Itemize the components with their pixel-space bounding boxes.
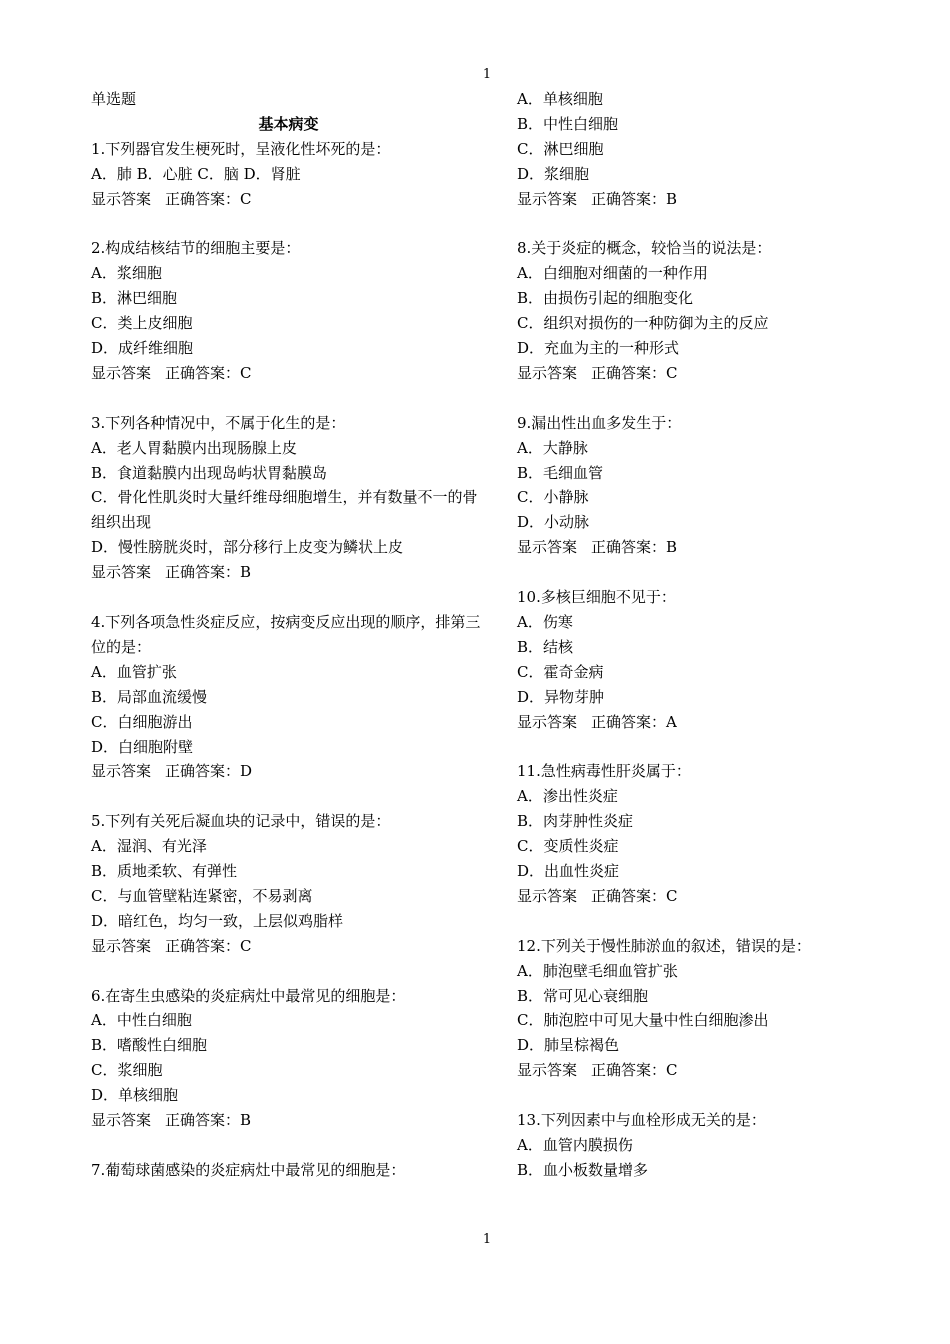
option-a: A．单核细胞 [517,90,603,108]
option-c: C．浆细胞 [91,1061,163,1080]
correct-answer: 正确答案：C [165,936,252,955]
show-answer-link[interactable]: 显示答案 [517,363,578,382]
question-block [517,934,847,1083]
show-answer-link[interactable]: 显示答案 [91,1111,152,1130]
option-c: C．小静脉 [517,488,589,507]
option-b: B．淋巴细胞 [91,289,178,308]
question-block [91,236,486,385]
question-block-continued [517,87,847,212]
question-block [91,411,486,585]
show-answer-link[interactable]: 显示答案 [517,189,578,208]
option-b: B．质地柔软、有弹性 [91,862,238,881]
answer-row [517,535,847,560]
header-label: 单选题 [91,90,137,108]
option-a: A．中性白细胞 [91,1011,192,1030]
question-block [517,585,847,734]
answer-row [91,187,486,212]
option-b: B．中性白细胞 [517,114,619,133]
answer-row [91,361,486,386]
correct-answer: 正确答案：C [165,189,252,208]
left-column [91,87,486,1183]
section-title: 基本病变 [258,114,319,133]
answer-row [91,1108,486,1133]
question-block [517,1108,847,1183]
correct-answer: 正确答案：C [591,363,678,382]
show-answer-link[interactable]: 显示答案 [517,538,578,557]
option-c: C．变质性炎症 [517,837,619,856]
option-b: B．食道黏膜内出现岛屿状胃黏膜岛 [91,463,328,482]
correct-answer: 正确答案：A [591,712,677,731]
option-c: C．肺泡腔中可见大量中性白细胞渗出 [517,1011,769,1030]
option-c: C．类上皮细胞 [91,314,193,333]
answer-row [517,187,847,212]
option-d: D．成纤维细胞 [91,339,194,358]
option-b: B．嗜酸性白细胞 [91,1036,208,1055]
question-text: 12.下列关于慢性肺淤血的叙述，错误的是： [517,936,811,955]
answer-row [517,361,847,386]
correct-answer: 正确答案：C [165,363,252,382]
option-c: C．淋巴细胞 [517,139,604,158]
option-d: D．小动脉 [517,513,590,532]
show-answer-link[interactable]: 显示答案 [517,1061,578,1080]
show-answer-link[interactable]: 显示答案 [91,563,152,582]
option-d: D．慢性膀胱炎时，部分移行上皮变为鳞状上皮 [91,538,404,557]
option-d: D．白细胞附壁 [91,737,194,756]
question-block [91,984,486,1133]
correct-answer: 正确答案：B [165,1111,252,1130]
option-a: A．血管扩张 [91,662,177,681]
option-b: B．肉芽肿性炎症 [517,812,634,831]
correct-answer: 正确答案：C [591,1061,678,1080]
question-text: 4.下列各项急性炎症反应，按病变反应出现的顺序，排第三位的是： [91,612,481,656]
option-a: A．肺泡壁毛细血管扩张 [517,961,678,980]
option-a: A．血管内膜损伤 [517,1135,633,1154]
option-d: D．异物芽肿 [517,687,605,706]
option-d: D．暗红色，均匀一致，上层似鸡脂样 [91,911,344,930]
right-column [517,87,847,1183]
option-a: A．大静脉 [517,438,588,457]
option-d: D．单核细胞 [91,1086,179,1105]
show-answer-link[interactable]: 显示答案 [91,936,152,955]
question-text: 8.关于炎症的概念，较恰当的说法是： [517,239,772,258]
question-block [517,411,847,560]
answer-row [91,934,486,959]
option-b: B．结核 [517,637,574,656]
show-answer-link[interactable]: 显示答案 [91,363,152,382]
question-text: 5.下列有关死后凝血块的记录中，错误的是： [91,812,391,831]
answer-row [517,884,847,909]
question-block [91,1158,486,1183]
correct-answer: 正确答案：B [591,189,678,208]
question-block [91,610,486,784]
answer-row [91,560,486,585]
answer-row [91,759,486,784]
option-d: D．充血为主的一种形式 [517,339,680,358]
option-b: B．局部血流缓慢 [91,687,208,706]
question-options-inline: A．肺 B．心脏 C．脑 D．肾脏 [91,164,301,183]
question-text: 11.急性病毒性肝炎属于： [517,762,691,781]
show-answer-link[interactable]: 显示答案 [91,762,152,781]
option-c: C．骨化性肌炎时大量纤维母细胞增生，并有数量不一的骨组织出现 [91,488,478,532]
answer-row [517,710,847,735]
page-number-bottom: 1 [482,1232,492,1247]
option-a: A．渗出性炎症 [517,787,618,806]
question-block [91,137,486,212]
option-b: B．毛细血管 [517,463,604,482]
show-answer-link[interactable]: 显示答案 [91,189,152,208]
option-c: C．白细胞游出 [91,712,193,731]
question-text: 13.下列因素中与血栓形成无关的是： [517,1111,766,1130]
option-c: C．霍奇金病 [517,662,604,681]
question-text: 7.葡萄球菌感染的炎症病灶中最常见的细胞是： [91,1160,406,1179]
question-block [91,809,486,958]
option-b: B．常可见心衰细胞 [517,986,649,1005]
option-c: C．组织对损伤的一种防御为主的反应 [517,314,769,333]
question-text: 6.在寄生虫感染的炎症病灶中最常见的细胞是： [91,986,406,1005]
question-text: 3.下列各种情况中，不属于化生的是： [91,413,346,432]
option-b: B．由损伤引起的细胞变化 [517,289,694,308]
correct-answer: 正确答案：B [165,563,252,582]
option-d: D．出血性炎症 [517,862,620,881]
question-text: 9.漏出性出血多发生于： [517,413,682,432]
option-a: A．白细胞对细菌的一种作用 [517,264,708,283]
option-a: A．老人胃黏膜内出现肠腺上皮 [91,438,297,457]
question-text: 1.下列器官发生梗死时，呈液化性坏死的是： [91,139,391,158]
option-c: C．与血管壁粘连紧密，不易剥离 [91,886,313,905]
option-a: A．浆细胞 [91,264,162,283]
correct-answer: 正确答案：C [591,886,678,905]
option-a: A．伤寒 [517,612,573,631]
question-text: 2.构成结核结节的细胞主要是： [91,239,301,258]
question-block [517,759,847,908]
option-b: B．血小板数量增多 [517,1160,649,1179]
answer-row [517,1058,847,1083]
correct-answer: 正确答案：B [591,538,678,557]
show-answer-link[interactable]: 显示答案 [517,712,578,731]
option-d: D．浆细胞 [517,164,590,183]
page-number-top: 1 [482,67,492,82]
show-answer-link[interactable]: 显示答案 [517,886,578,905]
option-d: D．肺呈棕褐色 [517,1036,620,1055]
correct-answer: 正确答案：D [165,762,253,781]
option-a: A．湿润、有光泽 [91,837,207,856]
question-text: 10.多核巨细胞不见于： [517,588,676,607]
question-block [517,236,847,385]
